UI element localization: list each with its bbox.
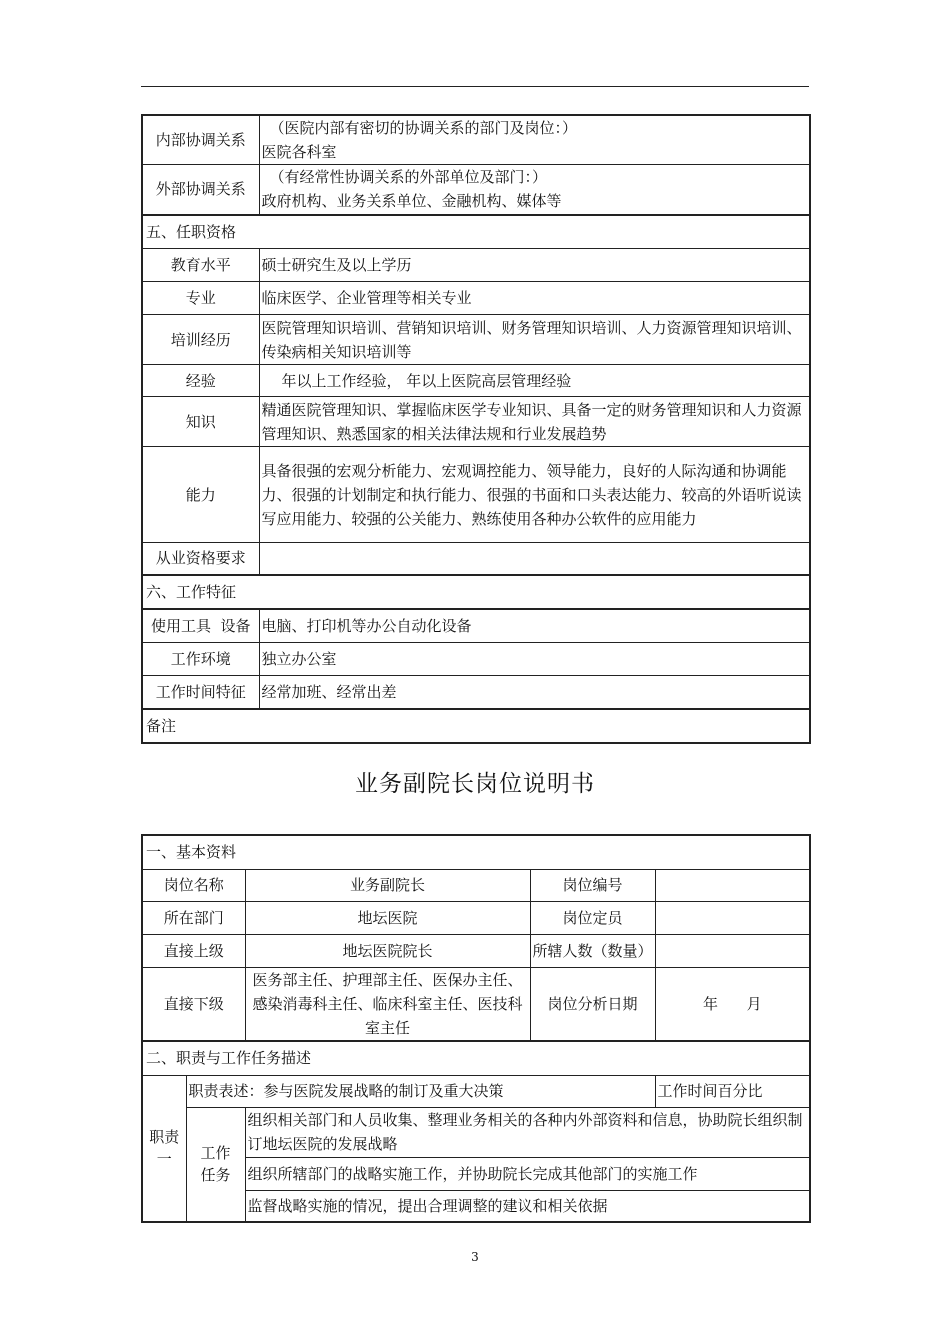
section-1-heading: 一、基本资料	[142, 835, 810, 869]
internal-coordination-cell	[259, 115, 810, 165]
work-environment-value: 独立办公室	[259, 643, 810, 676]
external-coordination-value: 政府机构、业务关系单位、金融机构、媒体等	[261, 192, 562, 211]
job-description-table	[141, 834, 811, 1223]
qualification-requirement-value	[259, 543, 810, 575]
knowledge-label: 知识	[142, 397, 259, 447]
post-name-value: 业务副院长	[245, 869, 530, 901]
task-item: 组织所辖部门的战略实施工作，并协助院长完成其他部门的实施工作	[245, 1157, 810, 1190]
external-coordination-cell	[259, 165, 810, 215]
major-value: 临床医学、企业管理等相关专业	[259, 282, 810, 315]
tools-label: 使用工具 设备	[142, 609, 259, 643]
subordinate-count-label: 所辖人数（数量）	[530, 934, 655, 967]
work-time-value: 经常加班、经常出差	[259, 676, 810, 709]
duty-1-label: 职责一	[142, 1075, 186, 1222]
section-5-heading: 五、任职资格	[142, 215, 810, 249]
internal-coordination-label: 内部协调关系	[142, 115, 259, 165]
header-rule	[141, 86, 809, 87]
analysis-date-value: 年 月	[655, 967, 810, 1041]
training-label: 培训经历	[142, 315, 259, 365]
subordinate-count-value	[655, 934, 810, 967]
qualification-table	[141, 114, 811, 744]
work-time-label: 工作时间特征	[142, 676, 259, 709]
tools-value: 电脑、打印机等办公自动化设备	[259, 609, 810, 643]
knowledge-value: 精通医院管理知识、掌握临床医学专业知识、具备一定的财务管理知识和人力资源管理知识、熟悉国家的相关法律法规和行业发展趋势	[259, 397, 810, 447]
work-tasks-label: 工作任务	[186, 1107, 245, 1222]
external-coordination-label: 外部协调关系	[142, 165, 259, 215]
duty-1-statement: 职责表述：参与医院发展战略的制订及重大决策	[186, 1075, 655, 1107]
department-label: 所在部门	[142, 901, 245, 934]
section-6-heading: 六、工作特征	[142, 575, 810, 609]
ability-value: 具备很强的宏观分析能力、宏观调控能力、领导能力，良好的人际沟通和协调能力、很强的计划制定和执行能力、很强的书面和口头表达能力、较高的外语听说读写应用能力、较强的公关能力、熟练使用各种办公软件的应用能力	[259, 447, 810, 543]
qualification-requirement-label: 从业资格要求	[142, 543, 259, 575]
time-percentage-label: 工作时间百分比	[655, 1075, 810, 1107]
direct-superior-value: 地坛医院院长	[245, 934, 530, 967]
major-label: 专业	[142, 282, 259, 315]
internal-coordination-hint: （医院内部有密切的协调关系的部门及岗位：）	[269, 119, 578, 137]
analysis-date-label: 岗位分析日期	[530, 967, 655, 1041]
ability-label: 能力	[142, 447, 259, 543]
section-2-heading: 二、职责与工作任务描述	[142, 1041, 810, 1075]
department-value: 地坛医院	[245, 901, 530, 934]
post-name-label: 岗位名称	[142, 869, 245, 901]
work-environment-label: 工作环境	[142, 643, 259, 676]
education-value: 硕士研究生及以上学历	[259, 249, 810, 282]
remarks-label: 备注	[142, 709, 810, 743]
internal-coordination-value: 医院各科室	[261, 143, 337, 161]
external-coordination-hint: （有经常性协调关系的外部单位及部门：）	[269, 168, 548, 187]
post-number-label: 岗位编号	[530, 869, 655, 901]
post-number-value	[655, 869, 810, 901]
post-quota-value	[655, 901, 810, 934]
education-label: 教育水平	[142, 249, 259, 282]
task-item: 监督战略实施的情况，提出合理调整的建议和相关依据	[245, 1190, 810, 1222]
page-number: 3	[471, 1250, 479, 1264]
document-title: 业务副院长岗位说明书	[355, 771, 595, 797]
direct-subordinate-label: 直接下级	[142, 967, 245, 1041]
direct-subordinate-value: 医务部主任、护理部主任、医保办主任、感染消毒科主任、临床科室主任、医技科室主任	[245, 967, 530, 1041]
task-item: 组织相关部门和人员收集、整理业务相关的各种内外部资料和信息，协助院长组织制订地坛医院的发展战略	[245, 1107, 810, 1157]
training-value: 医院管理知识培训、营销知识培训、财务管理知识培训、人力资源管理知识培训、传染病相关知识培训等	[259, 315, 810, 365]
experience-label: 经验	[142, 365, 259, 397]
post-quota-label: 岗位定员	[530, 901, 655, 934]
experience-value: 年以上工作经验， 年以上医院高层管理经验	[259, 365, 810, 397]
direct-superior-label: 直接上级	[142, 934, 245, 967]
